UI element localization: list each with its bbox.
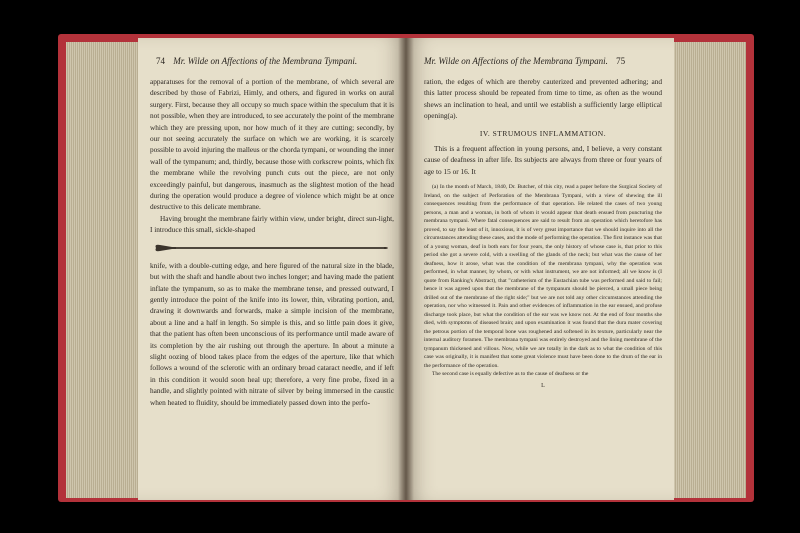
right-running-head [424,56,631,66]
right-page-number: 75 [616,56,626,66]
footnote [424,183,662,390]
left-page-number: 74 [156,56,165,66]
right-page [406,38,674,500]
book-gutter [398,38,414,500]
left-header-title: Mr. Wilde on Affections of the Membrana Tympani. [173,56,358,66]
right-paragraph-1: ration, the edges of which are thereby cauterized and prevented adhering; and this latter process should be repeated from time to time, as often as the wound shews an inclination to heal, and until we establish a sufficiently large elliptical opening(a). [424,77,662,121]
signature-mark: L [541,382,545,389]
footnote-paragraph-1: (a) In the month of March, 1840, Dr. Butcher, of this city, read a paper before the Surgical Society of Ireland, on the subject of Perforation of the Membrana Tympani, with a view of shewing the ill consequences resulting from the performance of that operation. He related the cases of two young persons, a man and a woman, in both of whom it would appear that death ensued from puncturing the membrana tympani. Where fatal consequences are said to result from an operation which heretofore has proved, to say the least of it, innoxious, it is of very great importance that we should inquire into all the circumstances attending these cases, and the mode of performing the operation. The first instance was that of a young woman, deaf in both ears for four years, the only history of whose case is, that prior to this period she got a severe cold, with a swelling of the glands of the neck; but what was the cause of her deafness, how it arose, what was the condition of the membrana tympani, why the operation was performed, in what manner, by whom, or with what instrument, we are not informed; all we know is (I quote from Ranking's Abstract), that "catheterism of the Eustachian tube was performed and said to fail; hence it was agreed upon that the membrane of the tympanum should be pierced, a small piece being drilled out of the membrane of the right side;" but we are not told any other circumstances attending the operation, nor who witnessed it. Pain and other evidences of inflammation in the ear ensued, and profuse discharge took place, but what the condition of the ear was we know not. At the end of four months she died, with symptoms of diseased brain; and upon examination it was found that the dura mater covering the petrous portion of the temporal bone was roughened and softened in its texture, particularly near the internal auditory foramen. The membrana tympani was entirely destroyed and the lining membrane of the tympanum thickened and villous. Now, while we are totally in the dark as to what the condition of this case was originally, it is manifest that some great violence must have been done to the drum of the ear in the performance of the operation. [424,184,662,369]
sickle-knife-icon [150,239,394,257]
right-paragraph-2: This is a frequent affection in young persons, and, I believe, a very constant cause of deafness in after life. Its subjects are always from three or four years of age to 15 or 16. It [424,144,662,176]
page-edges-left [66,42,138,498]
left-paragraph-1: apparatuses for the removal of a portion of the membrane, of which several are described by those of Fabrizi, Himly, and others, and figured in works on aural surgery. First, because they all occupy so much space within the speculum that it is not possible, when they are introduced, to see accurately the point of the membrane which they are pressing upon, nor how much of it they are cutting; secondly, by our not seeing accurately the surface on which we are working, it is scarcely possible to avoid injuring the malleus or the chorda tympani, or wounding the inner wall of the tympanum; and, thirdly, because those with corkscrew points, which fix the membrane while the revolving punch cuts out the piece, are not only exceedingly painful, but dangerous, inasmuch as the slightest motion of the head during the operation would produce a degree of violence which might be at once destructive to this delicate membrane. [150,77,394,212]
knife-illustration [150,239,394,257]
left-body [150,76,394,408]
right-header-title: Mr. Wilde on Affections of the Membrana Tympani. [424,56,608,66]
left-paragraph-3: knife, with a double-cutting edge, and here figured of the natural size in the blade, but with the shaft and handle about two inches longer; and having made the patient inflate the tympanum, so as to make the membrane tense, and pressed outward, I gently introduce the point of the knife into its lower, thin, vibrating portion, and, drawing it downwards and forwards, make a simple incision of the membrane, about a line and a half in length. So simple is this, and so little pain does it give, that the patient has often been unconscious of its performance until made aware of its completion by the air rushing out through the aperture. In about a minute a slight oozing of blood takes place from the edges of the aperture, like that which follows a wound of the sclerotic with an ordinary broad cataract needle, and if left in this condition it would soon heal up; therefore, a very fine probe, fixed in a handle, and slightly pointed with nitrate of silver by being immersed in the caustic when heated to fluidity, should be immediately passed down into the perfo- [150,260,394,407]
open-book [58,30,754,506]
left-running-head [150,56,357,66]
page-edges-right [674,42,746,498]
footnote-paragraph-2: The second case is equally defective as to the cause of deafness or the [432,371,589,378]
left-page [138,38,406,500]
right-body [424,76,662,390]
section-heading: IV. STRUMOUS INFLAMMATION. [479,128,607,138]
left-paragraph-2: Having brought the membrane fairly within view, under bright, direct sun-light, I introduce this small, sickle-shaped [150,213,394,235]
